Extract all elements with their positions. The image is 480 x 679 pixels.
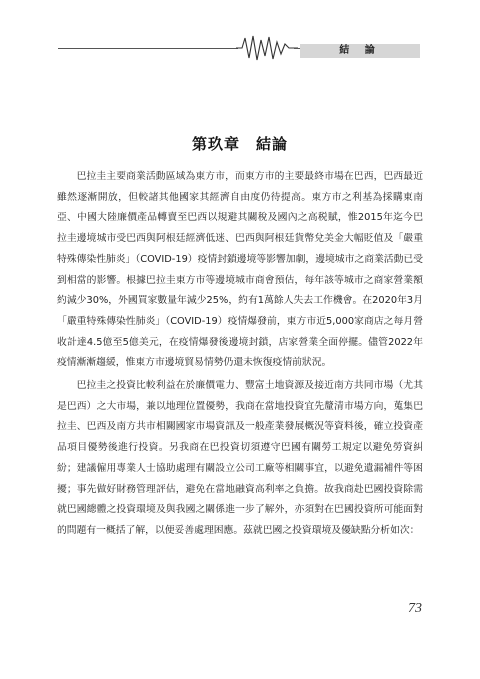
chapter-title: 第玖章 結論 (191, 135, 288, 153)
header-rule-left (58, 48, 238, 49)
pulse-line-icon (236, 34, 298, 62)
running-header (0, 0, 480, 70)
body-text (57, 167, 423, 542)
paragraph-1: 巴拉圭主要商業活動區域為東方市，而東方市的主要最終市場在巴西，巴西最近雖然逐漸開放，但較諸其他國家其經濟自由度仍待提高。東方市之利基為採購東南亞、中國大陸廉價產品轉賣至巴西以規避其關稅及國內之高税賦，惟2015年迄今巴拉圭邊境城市受巴西與阿根廷經濟低迷、巴西與阿根廷貨幣兌美金大幅貶值及「嚴重特殊傳染性肺炎」（COVID-19）疫情封鎖邊境等影響加劇，邊境城市之商業活動已受到相當的影響。根據巴拉圭東方市等邊境城市商會預估，每年該等城市之商家營業額約減少30%，外國買家數量年減少25%，約有1萬餘人失去工作機會。在2020年3月「嚴重特殊傳染性肺炎」（COVID-19）疫情爆發前，東方市近5,000家商店之每月營收計達4.5億至5億美元，在疫情爆發後邊境封鎖，店家營業全面停擺。儘管2022年疫情漸漸趨緩，惟東方市邊境貿易情勢仍還未恢復疫情前狀況。 (57, 171, 423, 369)
paragraph-2: 巴拉圭之投資比較利益在於廉價電力、豐富土地資源及接近南方共同市場（尤其是巴西）之大市場，兼以地理位置優勢，我商在當地投資宜先釐清市場方向，蒐集巴拉圭、巴西及南方共市相關國家市場資訊及一般產業發展概況等資料後，確立投資產品項目優勢後進行投資。另我商在巴投資切須遵守巴國有關勞工規定以避免勞資糾紛；建議僱用專業人士協助處理有關設立公司工廠等相關事宜，以避免遺漏補件等困擾；事先做好財務管理評估，避免在當地融資高利率之負擔。故我商赴巴國投資除需就巴國總體之投資環境及與我國之關係進一步了解外，亦須對在巴國投資所可能面對的問題有一概括了解，以便妥善處理困應。茲就巴國之投資環境及優缺點分析如次： (57, 380, 423, 536)
page-number: 73 (408, 601, 422, 616)
section-title: 結 論 (339, 45, 381, 56)
